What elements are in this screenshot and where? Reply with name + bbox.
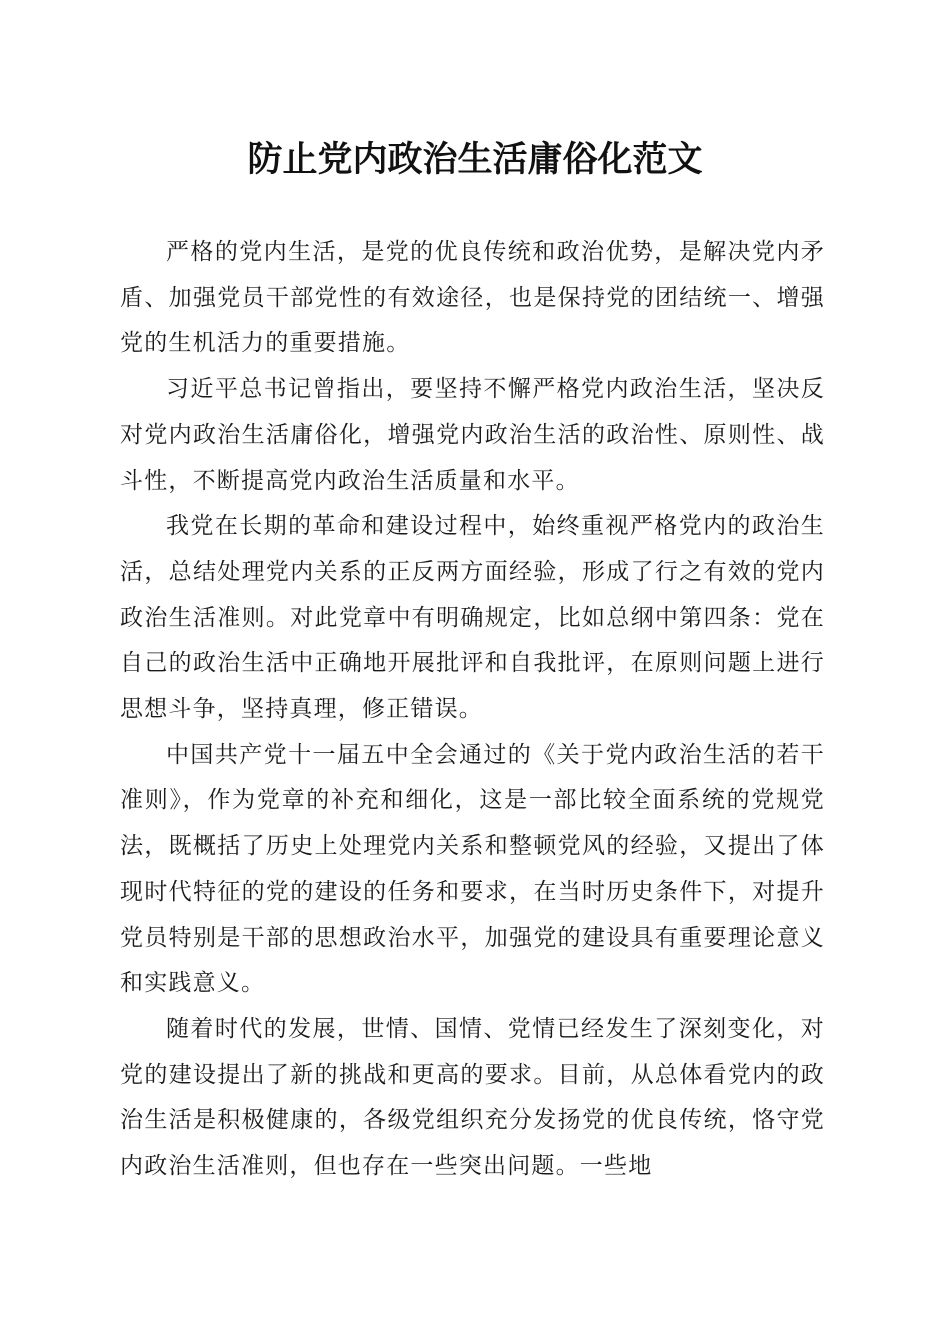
paragraph: 随着时代的发展，世情、国情、党情已经发生了深刻变化，对党的建设提出了新的挑战和更高的要求。目前，从总体看党内的政治生活是积极健康的，各级党组织充分发扬党的优良传统，恪守党内政治生活准则，但也存在一些突出问题。一些地 bbox=[120, 1015, 825, 1180]
document-title: 防止党内政治生活庸俗化范文 bbox=[247, 139, 703, 180]
paragraph: 严格的党内生活，是党的优良传统和政治优势，是解决党内矛盾、加强党员干部党性的有效途径，也是保持党的团结统一、增强党的生机活力的重要措施。 bbox=[120, 239, 825, 357]
document-body bbox=[120, 230, 825, 1190]
paragraph: 中国共产党十一届五中全会通过的《关于党内政治生活的若干准则》，作为党章的补充和细化，这是一部比较全面系统的党规党法，既概括了历史上处理党内关系和整顿党风的经验，又提出了体现时代特征的党的建设的任务和要求，在当时历史条件下，对提升党员特别是干部的思想政治水平，加强党的建设具有重要理论意义和实践意义。 bbox=[120, 741, 825, 997]
paragraph: 我党在长期的革命和建设过程中，始终重视严格党内的政治生活，总结处理党内关系的正反两方面经验，形成了行之有效的党内政治生活准则。对此党章中有明确规定，比如总纲中第四条：党在自己的政治生活中正确地开展批评和自我批评，在原则问题上进行思想斗争，坚持真理，修正错误。 bbox=[120, 513, 825, 723]
paragraph: 习近平总书记曾指出，要坚持不懈严格党内政治生活，坚决反对党内政治生活庸俗化，增强党内政治生活的政治性、原则性、战斗性，不断提高党内政治生活质量和水平。 bbox=[120, 376, 825, 494]
